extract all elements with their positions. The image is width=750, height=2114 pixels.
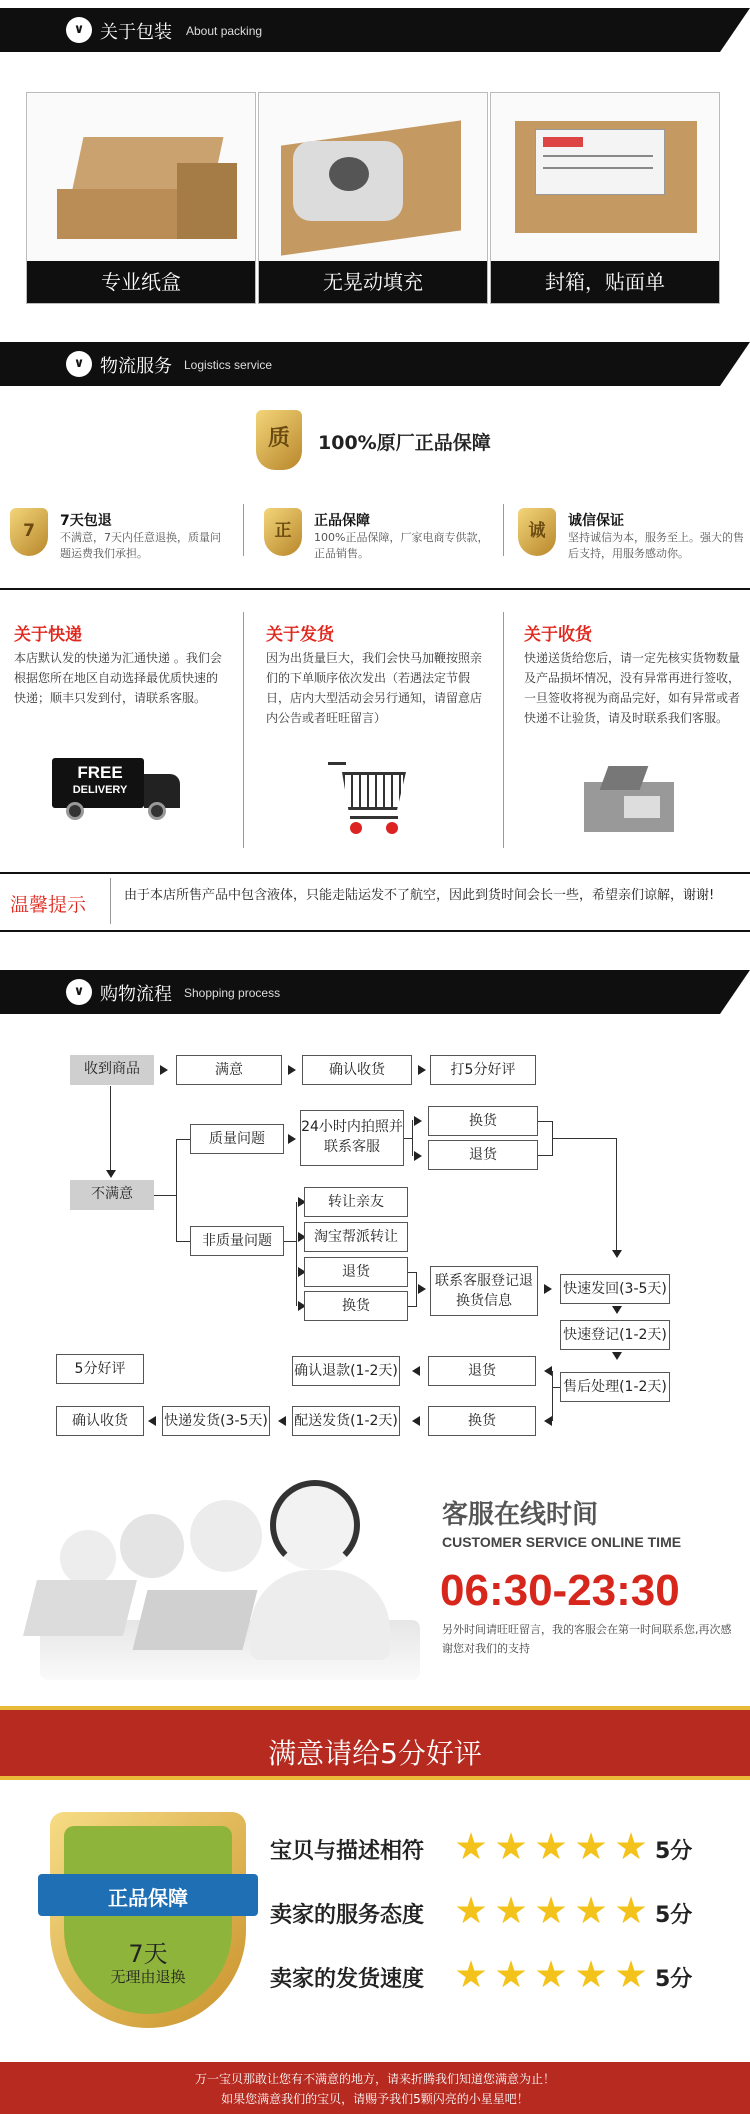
star-icon (456, 1960, 486, 1990)
footer-line2: 如果您满意我们的宝贝，请赐予我们5颗闪亮的小星星吧！ (221, 2092, 529, 2106)
packing-item-carton (26, 92, 256, 304)
flow-ship-out: 配送发货(1-2天) (292, 1406, 400, 1436)
service-agents-illustration (30, 1470, 430, 1700)
shopping-subtitle: Shopping process (184, 986, 281, 1000)
flow-confirm-receipt: 确认收货 (302, 1055, 412, 1085)
star-icon (536, 1832, 566, 1862)
rating-row-label: 卖家的发货速度 (270, 1967, 425, 1992)
flow-express-return: 快速发回(3-5天) (560, 1274, 670, 1304)
flow-refund-return: 退货 (428, 1356, 536, 1386)
star-icon (576, 1832, 606, 1862)
rating-row-label: 宝贝与描述相符 (270, 1839, 425, 1864)
service-note: 另外时间请旺旺留言，我的客服会在第一时间联系您,再次感谢您对我们的支持 (442, 1623, 732, 1655)
flow-express-register: 快速登记(1-2天) (560, 1320, 670, 1350)
rating-row-label: 卖家的服务态度 (270, 1903, 425, 1928)
flow-express-ship: 快递发货(3-5天) (162, 1406, 270, 1436)
badge-desc: 100%正品保障，厂家电商专供款，正品销售。 (314, 531, 489, 560)
chevron-down-icon: ∨ (66, 17, 92, 43)
badge-desc: 坚持诚信为本，服务至上。强大的售后支持，用服务感动你。 (568, 531, 744, 560)
genuine-icon: 正 (264, 508, 302, 556)
guarantee-seal (50, 1812, 246, 2028)
flow-contact-register: 联系客服登记退换货信息 (430, 1266, 538, 1316)
logistics-subtitle: Logistics service (184, 358, 273, 372)
star-icon (456, 1832, 486, 1862)
notice-label: 温馨提示 (10, 894, 87, 916)
star-icon (576, 1896, 606, 1926)
flow-confirm-receipt-2: 确认收货 (56, 1406, 144, 1436)
badge-title: 7天包退 (60, 513, 112, 529)
footer-line1: 万一宝贝那敢让您有不满意的地方，请来折腾我们知道您满意为止！ (194, 2072, 555, 2086)
badge-title: 正品保障 (314, 513, 370, 529)
logistics-header (0, 342, 750, 386)
packing-label: 专业纸盒 (27, 261, 255, 303)
star-icon (456, 1896, 486, 1926)
flow-return: 退货 (428, 1140, 538, 1170)
rating-row-score: 5分 (655, 1839, 693, 1864)
flow-return-2: 退货 (304, 1257, 408, 1287)
star-icon (576, 1960, 606, 1990)
star-icon (496, 1832, 526, 1862)
notice-text: 由于本店所售产品中包含液体，只能走陆运发不了航空，因此到货时间会长一些，希望亲们谅解，谢谢! (124, 888, 715, 903)
truck-icon: FREE DELIVERY (52, 758, 182, 820)
badge-desc: 不满意，7天内任意退换，质量问题运费我们承担。 (60, 531, 221, 560)
flow-received: 收到商品 (70, 1055, 154, 1085)
packing-item-sealed (490, 92, 720, 304)
rating-banner-text: 满意请给5分好评 (268, 1737, 482, 1770)
packing-header (0, 8, 750, 52)
star-icon (616, 1896, 646, 1926)
shopping-title: 购物流程 (100, 984, 172, 1005)
packing-title: 关于包装 (100, 22, 172, 43)
shipping-title: 关于发货 (266, 625, 334, 645)
packing-label: 无晃动填充 (259, 261, 487, 303)
service-title: 客服在线时间 (442, 1500, 599, 1530)
badge-title: 诚信保证 (568, 513, 624, 529)
star-icon (536, 1960, 566, 1990)
integrity-icon: 诚 (518, 508, 556, 556)
flow-five-star: 5分好评 (56, 1354, 144, 1384)
shopping-header (0, 970, 750, 1014)
express-title: 关于快递 (14, 625, 82, 645)
flow-exchange: 换货 (428, 1106, 538, 1136)
receiving-body: 快递送货给您后，请一定先核实货物数量及产品损坏情况，没有异常再进行签收，一旦签收将视为商品完好，如有异常或者快递不让验货，请及时联系我们客服。 (524, 651, 741, 725)
packing-subtitle: About packing (186, 24, 263, 38)
rating-banner (0, 1710, 750, 1776)
flow-quality-issue: 质量问题 (190, 1124, 284, 1154)
flow-refund-exchange: 换货 (428, 1406, 536, 1436)
parcel-icon (584, 762, 674, 832)
rating-row-score: 5分 (655, 1967, 693, 1992)
packing-item-filling (258, 92, 488, 304)
star-icon (496, 1896, 526, 1926)
star-icon (536, 1896, 566, 1926)
rating-footer (0, 2062, 750, 2114)
sealed-photo (491, 93, 719, 261)
receiving-title: 关于收货 (524, 625, 592, 645)
star-icon (616, 1960, 646, 1990)
seal-sub: 无理由退换 (110, 1968, 186, 1986)
flow-transfer-friend: 转让亲友 (304, 1187, 408, 1217)
flow-unsatisfied: 不满意 (70, 1180, 154, 1210)
quality-shield-icon: 质 (256, 410, 302, 470)
cart-icon (328, 758, 418, 838)
flow-confirm-refund: 确认退款(1-2天) (292, 1356, 400, 1386)
seal-top-text: 正品保障 (108, 1886, 188, 1910)
flow-non-quality-issue: 非质量问题 (190, 1226, 284, 1256)
star-icon (496, 1960, 526, 1990)
seal-days: 7天 (128, 1940, 168, 1968)
filling-photo (259, 93, 487, 261)
guarantee-text: 100%原厂正品保障 (318, 432, 491, 454)
rating-row-score: 5分 (655, 1903, 693, 1928)
seven-day-icon: 7 (10, 508, 48, 556)
express-body: 本店默认发的快递为汇通快递 。我们会根据您所在地区自动选择最优质快速的快递；顺丰只发到付，请联系客服。 (14, 651, 222, 705)
service-subtitle: CUSTOMER SERVICE ONLINE TIME (442, 1534, 682, 1550)
shipping-body: 因为出货量巨大，我们会快马加鞭按照亲们的下单顺序依次发出（若遇法定节假日，店内大型活动会另行通知，请留意店内公告或者旺旺留言） (266, 651, 483, 725)
logistics-title: 物流服务 (100, 356, 172, 377)
flow-satisfied: 满意 (176, 1055, 282, 1085)
flow-rate-5: 打5分好评 (430, 1055, 536, 1085)
service-hours: 06:30-23:30 (440, 1566, 680, 1615)
star-icon (616, 1832, 646, 1862)
carton-photo (27, 93, 255, 261)
packing-label: 封箱，贴面单 (491, 261, 719, 303)
flow-after-sale: 售后处理(1-2天) (560, 1372, 670, 1402)
flow-taobao-transfer: 淘宝帮派转让 (304, 1222, 408, 1252)
flow-photo-contact: 24小时内拍照并联系客服 (300, 1110, 404, 1166)
chevron-down-icon: ∨ (66, 979, 92, 1005)
chevron-down-icon: ∨ (66, 351, 92, 377)
flow-exchange-2: 换货 (304, 1291, 408, 1321)
